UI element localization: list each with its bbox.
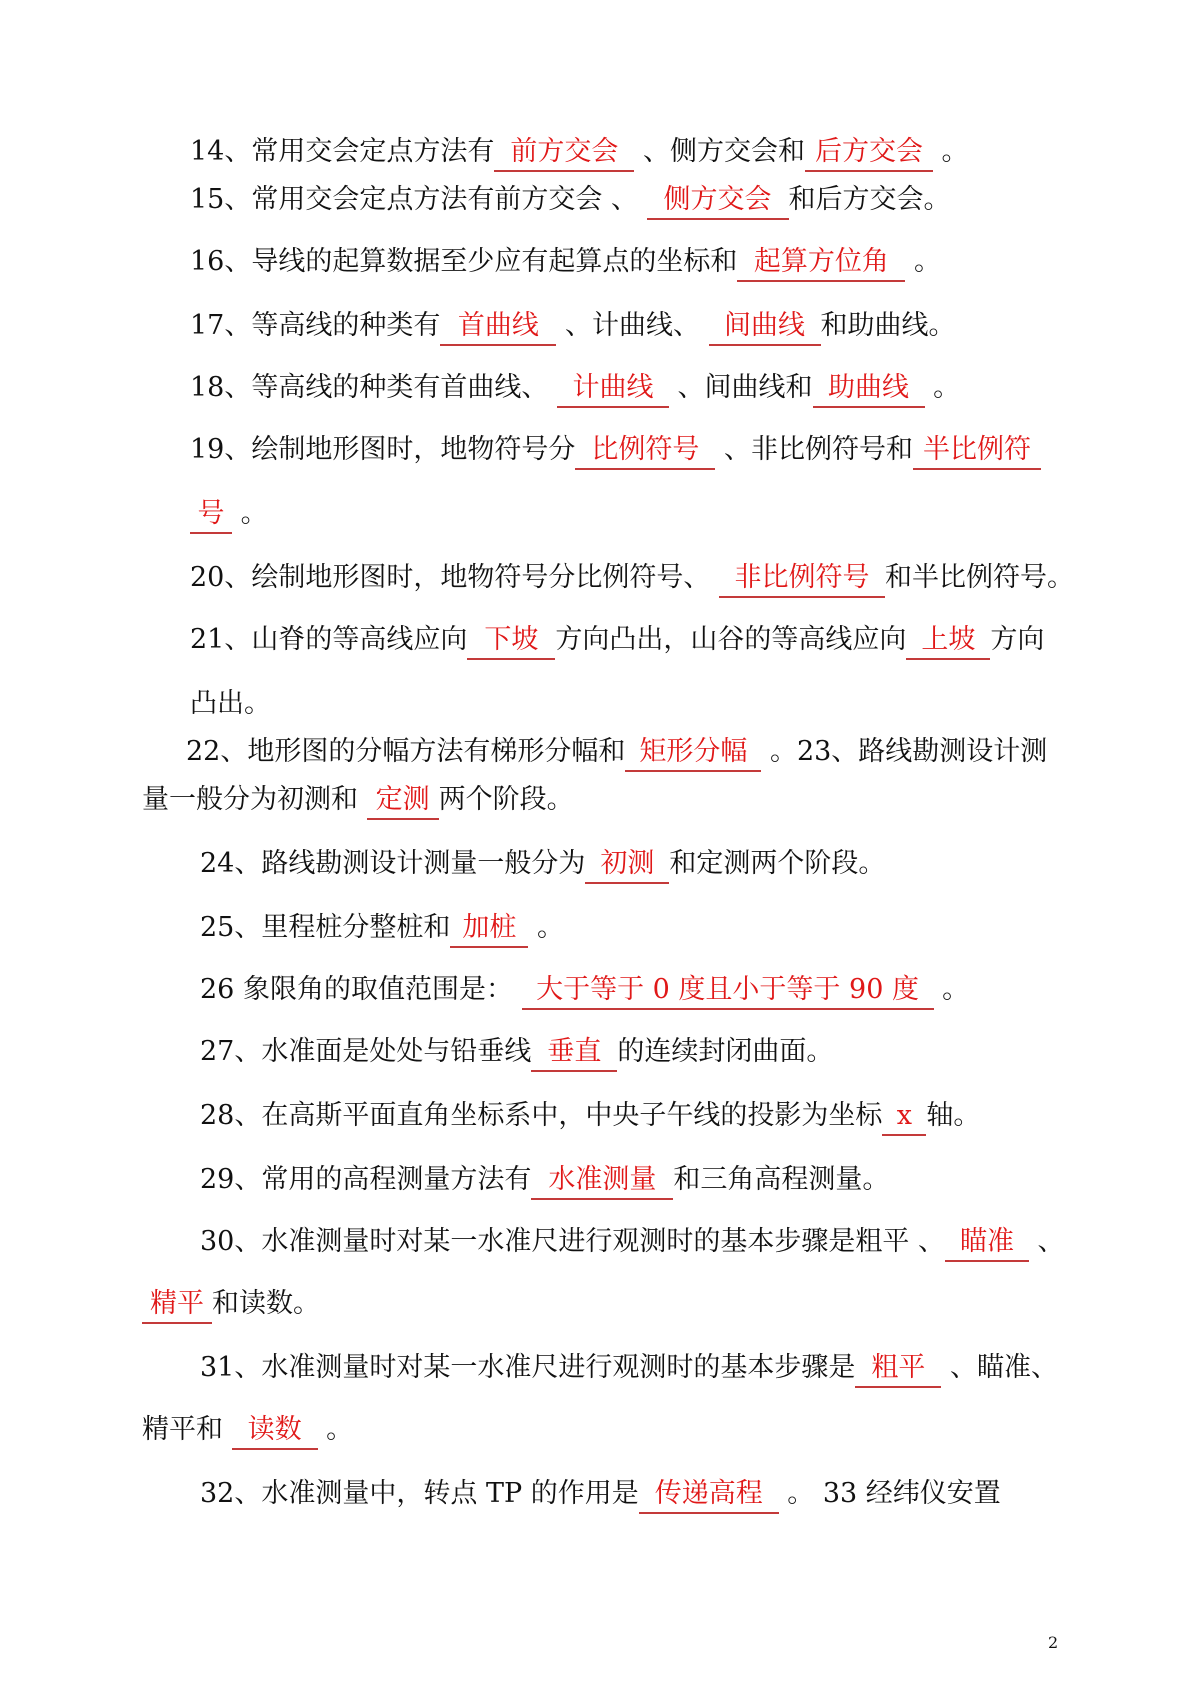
text-line	[190, 180, 951, 220]
answer-blank: 粗平	[855, 1350, 941, 1388]
text-line	[200, 1096, 980, 1136]
question-text: 14、常用交会定点方法有	[190, 136, 495, 167]
text-line	[142, 1410, 353, 1450]
question-text: 和半比例符号。	[884, 562, 1074, 593]
question-text: 21、山脊的等高线应向	[190, 624, 468, 655]
text-line	[190, 558, 1074, 598]
answer-blank: 矩形分幅	[625, 734, 761, 772]
question-text: 20、绘制地形图时，地物符号分比例符号、	[190, 562, 719, 593]
answer-blank: 前方交会	[494, 134, 634, 172]
question-text: 27、水准面是处处与铅垂线	[200, 1036, 532, 1067]
answer-blank: 侧方交会	[647, 182, 789, 220]
text-line	[200, 908, 564, 948]
question-text: 。 33 经纬仪安置	[778, 1478, 1001, 1509]
question-text: 。	[933, 974, 970, 1005]
text-line	[190, 430, 1041, 470]
question-text: 的连续封闭曲面。	[617, 1036, 834, 1067]
question-text: 和助曲线。	[820, 310, 956, 341]
answer-blank: 大于等于 0 度且小于等于 90 度	[522, 972, 934, 1010]
text-line	[190, 306, 956, 346]
question-text: 、计曲线、	[556, 310, 709, 341]
answer-blank: 起算方位角	[737, 244, 905, 282]
question-text: 。	[905, 246, 941, 277]
question-text: 26 象限角的取值范围是：	[200, 974, 522, 1005]
question-text: 量一般分为初测和	[142, 784, 367, 815]
answer-blank: 非比例符号	[719, 560, 885, 598]
question-text: 和三角高程测量。	[673, 1164, 890, 1195]
text-line	[200, 1160, 889, 1200]
answer-blank: 定测	[367, 782, 439, 820]
answer-blank: 半比例符	[913, 432, 1041, 470]
answer-blank: 瞄准	[945, 1224, 1029, 1262]
question-text: 凸出。	[190, 688, 271, 719]
question-text: 15、常用交会定点方法有前方交会 、	[190, 184, 647, 215]
question-text: 、间曲线和	[668, 372, 813, 403]
question-text: 精平和	[142, 1414, 232, 1445]
question-text: 。23、路线勘测设计测	[761, 736, 1048, 767]
text-line	[190, 494, 268, 534]
question-text: 方向	[990, 624, 1045, 655]
question-text: 、侧方交会和	[634, 136, 805, 167]
question-text: 17、等高线的种类有	[190, 310, 441, 341]
question-text: 和定测两个阶段。	[669, 848, 886, 879]
question-text: 28、在高斯平面直角坐标系中，中央子午线的投影为坐标	[200, 1100, 883, 1131]
answer-blank: 比例符号	[575, 432, 715, 470]
text-line	[190, 620, 1044, 660]
question-text: 25、里程桩分整桩和	[200, 912, 451, 943]
question-text: 16、导线的起算数据至少应有起算点的坐标和	[190, 246, 738, 277]
text-line	[200, 1474, 1001, 1514]
answer-blank: 号	[190, 496, 232, 534]
question-text: 。	[232, 498, 268, 529]
text-line	[200, 844, 885, 884]
question-text: 、	[1028, 1226, 1065, 1257]
answer-blank: 上坡	[906, 622, 990, 660]
answer-blank: 精平	[142, 1286, 212, 1324]
page-number: 2	[1048, 1633, 1059, 1652]
text-line	[190, 132, 969, 172]
question-text: 31、水准测量时对某一水准尺进行观测时的基本步骤是	[200, 1352, 856, 1383]
question-text: 30、水准测量时对某一水准尺进行观测时的基本步骤是粗平 、	[200, 1226, 945, 1257]
question-text: 29、常用的高程测量方法有	[200, 1164, 532, 1195]
answer-blank: 后方交会	[805, 134, 933, 172]
answer-blank: 间曲线	[709, 308, 821, 346]
answer-blank: 加桩	[450, 910, 528, 948]
question-text: 24、路线勘测设计测量一般分为	[200, 848, 586, 879]
text-line	[200, 1222, 1065, 1262]
answer-blank: 计曲线	[557, 370, 669, 408]
question-text: 、瞄准、	[941, 1352, 1058, 1383]
text-line	[186, 732, 1047, 772]
question-text: 。	[528, 912, 564, 943]
text-line	[142, 780, 574, 820]
question-text: 18、等高线的种类有首曲线、	[190, 372, 557, 403]
question-text: 方向凸出，山谷的等高线应向	[555, 624, 907, 655]
answer-blank: 助曲线	[813, 370, 925, 408]
answer-blank: 传递高程	[639, 1476, 779, 1514]
answer-blank: 读数	[232, 1412, 318, 1450]
text-line	[200, 1032, 833, 1072]
answer-blank: 初测	[585, 846, 669, 884]
text-line	[190, 684, 271, 724]
question-text: 32、水准测量中，转点 TP 的作用是	[200, 1478, 639, 1509]
answer-blank: 首曲线	[440, 308, 556, 346]
question-text: 两个阶段。	[438, 784, 574, 815]
text-line	[190, 242, 941, 282]
question-text: 。	[932, 136, 969, 167]
answer-blank: 下坡	[467, 622, 555, 660]
question-text: 轴。	[926, 1100, 981, 1131]
answer-blank: 垂直	[531, 1034, 617, 1072]
question-text: 。	[924, 372, 961, 403]
question-text: 22、地形图的分幅方法有梯形分幅和	[186, 736, 626, 767]
answer-blank: 水准测量	[531, 1162, 673, 1200]
text-line	[200, 1348, 1058, 1388]
text-line	[200, 970, 969, 1010]
question-text: 。	[317, 1414, 354, 1445]
question-text: 、非比例符号和	[715, 434, 913, 465]
answer-blank: x	[882, 1098, 926, 1136]
text-line	[190, 368, 960, 408]
text-line	[142, 1284, 320, 1324]
question-text: 和读数。	[212, 1288, 320, 1319]
question-text: 19、绘制地形图时，地物符号分	[190, 434, 576, 465]
question-text: 和后方交会。	[788, 184, 951, 215]
